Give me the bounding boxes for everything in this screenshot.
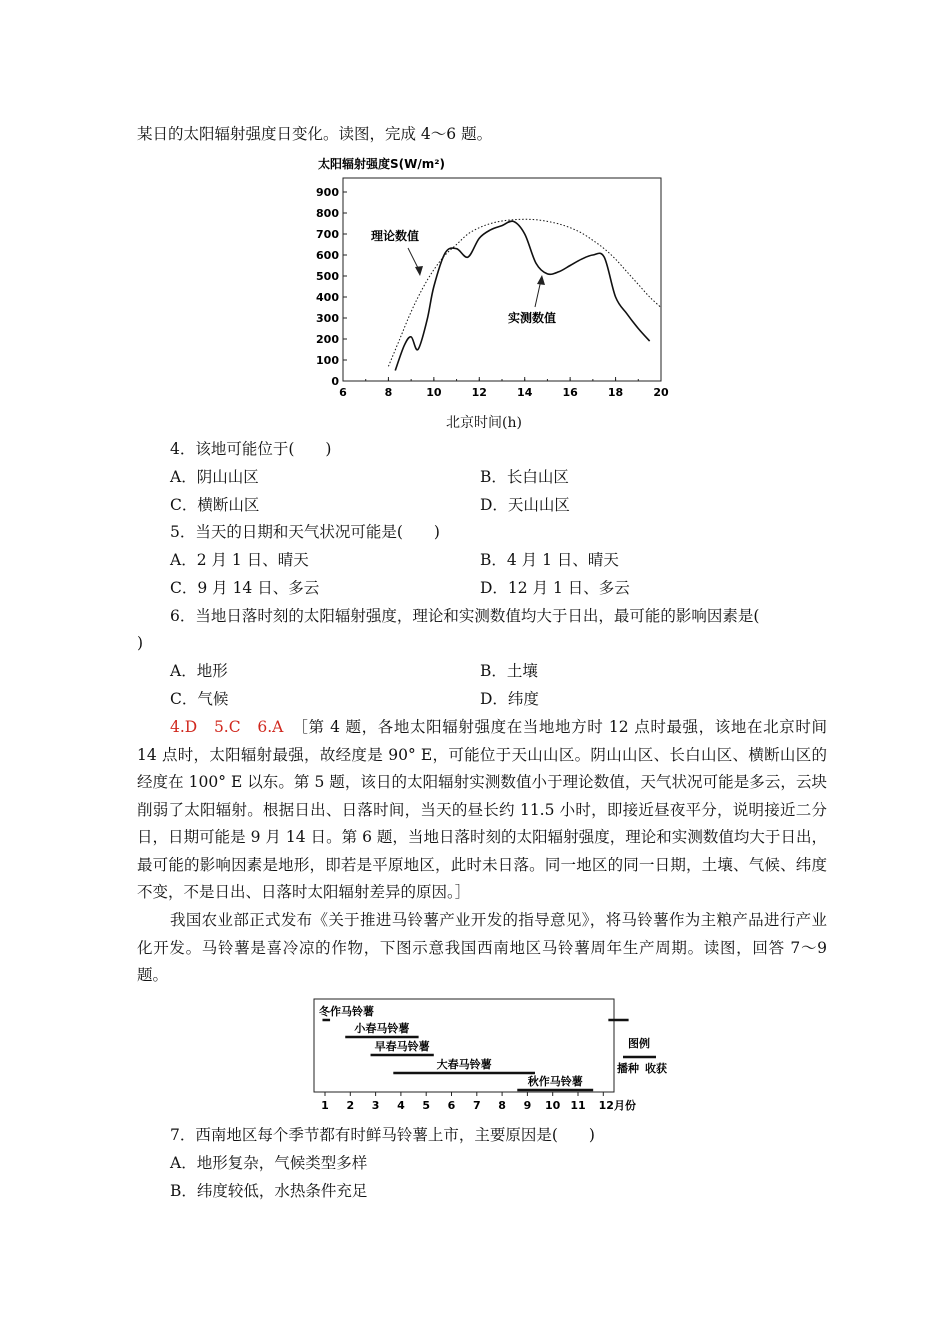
month-label: 4 xyxy=(397,1099,405,1112)
measured-series-line xyxy=(395,221,649,370)
legend-harvest: 收获 xyxy=(645,1062,667,1075)
q4-option-b[interactable]: B．长白山区 xyxy=(480,468,569,486)
radiation-chart-frame xyxy=(343,178,661,381)
legend-title: 图例 xyxy=(628,1037,650,1050)
q7-option-a[interactable]: A．地形复杂，气候类型多样 xyxy=(170,1154,368,1172)
question-6: 6．当地日落时刻的太阳辐射强度，理论和实测数值均大于日出，最可能的影响因素是( xyxy=(170,607,760,625)
y-tick-label: 100 xyxy=(316,354,339,367)
intro-text-2: 我国农业部正式发布《关于推进马铃薯产业开发的指导意见》，将马铃薯作为主粮产品进行产业化开发。马铃薯是喜冷凉的作物，下图示意我国西南地区马铃薯周年生产周期。读图，回答 7～9 题。 xyxy=(137,911,827,984)
month-label: 5 xyxy=(422,1099,431,1112)
y-tick-label: 500 xyxy=(316,270,339,283)
question-5: 5．当天的日期和天气状况可能是( ) xyxy=(170,523,440,541)
x-tick-label: 18 xyxy=(607,386,624,399)
task-label: 小春马铃薯 xyxy=(354,1022,410,1035)
question-6-cont: ) xyxy=(137,634,144,652)
radiation-chart-annotation-measured: 实测数值 xyxy=(508,311,557,325)
q7-option-b[interactable]: B．纬度较低，水热条件充足 xyxy=(170,1182,368,1200)
x-tick-label: 6 xyxy=(339,386,347,399)
answer-key: 4.D 5.C 6.A xyxy=(170,718,284,736)
x-tick-label: 16 xyxy=(562,386,578,399)
x-tick-label: 10 xyxy=(426,386,442,399)
q4-option-c[interactable]: C．横断山区 xyxy=(170,496,260,514)
q4-option-a[interactable]: A．阴山山区 xyxy=(170,468,259,486)
question-7: 7．西南地区每个季节都有时鲜马铃薯上市，主要原因是( ) xyxy=(170,1126,595,1144)
theory-arrowhead xyxy=(415,266,423,276)
potato-cycle-chart xyxy=(305,994,685,1116)
y-tick-label: 400 xyxy=(316,291,339,304)
radiation-chart xyxy=(310,152,670,432)
answer-explanation xyxy=(137,714,827,907)
month-label: 1 xyxy=(321,1099,329,1112)
radiation-chart-xlabel: 北京时间(h) xyxy=(446,415,522,431)
theory-series-line xyxy=(388,219,661,366)
q6-option-d[interactable]: D．纬度 xyxy=(480,690,539,708)
month-label: 9 xyxy=(523,1099,532,1112)
q5-option-a[interactable]: A．2 月 1 日、晴天 xyxy=(170,551,309,569)
x-tick-label: 20 xyxy=(653,386,669,399)
y-tick-label: 600 xyxy=(316,249,339,262)
y-tick-label: 700 xyxy=(316,228,339,241)
measured-arrowhead xyxy=(537,275,545,285)
radiation-chart-ylabel: 太阳辐射强度S(W/m²) xyxy=(318,157,445,171)
y-tick-label: 0 xyxy=(331,375,339,388)
x-tick-label: 8 xyxy=(384,386,393,399)
answer-text: ［第 4 题，各地太阳辐射强度在当地地方时 12 点时最强，该地在北京时间 14 点时，太阳辐射最强，故经度是 90° E，可能位于天山山区。阴山山区、长白山区、横断山区的经度在 100° E 以东。第 5 题，该日的太阳辐射实测数值小于理论数值，天气状况可能是多云，云块削弱了太阳辐射。根据日出、日落时间，当天的昼长约 11.5 小时，即接近昼夜平分，说明接近二分日，日期可能是 9 月 14 日。第 6 题，当地日落时刻的太阳辐射强度，理论和实测数值均大于日出，最可能的影响因素是地形，即若是平原地区，此时未日落。同一地区的同一日期，土壤、气候、纬度不变，不是日出、日落时太阳辐射差异的原因。］ xyxy=(137,718,827,901)
intro-text-1: 某日的太阳辐射强度日变化。读图，完成 4～6 题。 xyxy=(137,125,493,143)
q6-option-c[interactable]: C．气候 xyxy=(170,690,229,708)
question-4: 4．该地可能位于( ) xyxy=(170,440,332,458)
q4-option-d[interactable]: D．天山山区 xyxy=(480,496,570,514)
y-tick-label: 300 xyxy=(316,312,339,325)
q6-option-b[interactable]: B．土壤 xyxy=(480,662,538,680)
task-label: 冬作马铃薯 xyxy=(319,1005,374,1018)
month-label: 12月份 xyxy=(598,1099,636,1112)
y-tick-label: 800 xyxy=(316,207,339,220)
task-label: 早春马铃薯 xyxy=(374,1040,430,1053)
q5-option-c[interactable]: C．9 月 14 日、多云 xyxy=(170,579,320,597)
month-label: 8 xyxy=(498,1099,506,1112)
q5-option-b[interactable]: B．4 月 1 日、晴天 xyxy=(480,551,619,569)
month-label: 7 xyxy=(472,1099,481,1112)
month-label: 3 xyxy=(371,1099,380,1112)
q5-option-d[interactable]: D．12 月 1 日、多云 xyxy=(480,579,630,597)
month-label: 11 xyxy=(570,1099,586,1112)
month-label: 6 xyxy=(447,1099,456,1112)
month-label: 10 xyxy=(545,1099,561,1112)
x-tick-label: 14 xyxy=(517,386,533,399)
q6-option-a[interactable]: A．地形 xyxy=(170,662,228,680)
legend-sow: 播种 xyxy=(617,1062,639,1075)
task-label: 大春马铃薯 xyxy=(436,1058,492,1071)
y-tick-label: 900 xyxy=(316,186,339,199)
y-tick-label: 200 xyxy=(316,333,339,346)
radiation-chart-annotation-theory: 理论数值 xyxy=(371,229,420,243)
task-label: 秋作马铃薯 xyxy=(527,1075,583,1088)
month-label: 2 xyxy=(346,1099,355,1112)
x-tick-label: 12 xyxy=(471,386,487,399)
